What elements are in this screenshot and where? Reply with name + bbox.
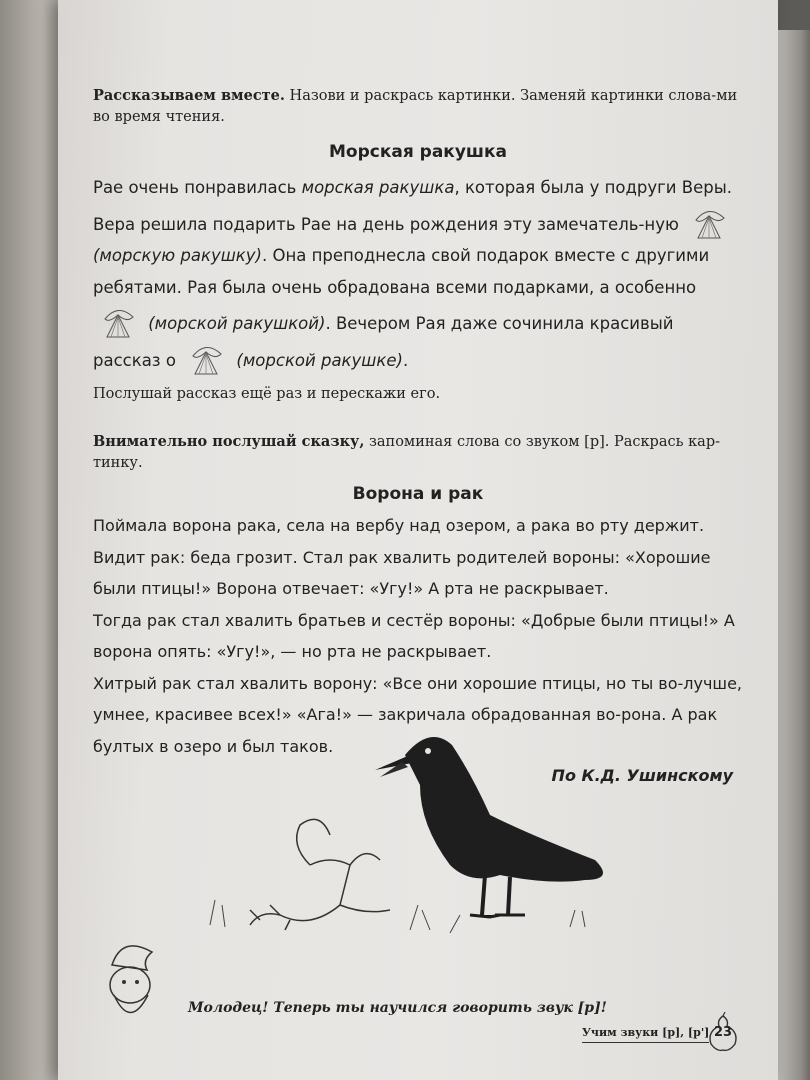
story2-title: Ворона и рак bbox=[352, 484, 484, 504]
story1-italic: (морскую ракушку) bbox=[93, 246, 262, 265]
story2-paragraph-3: Хитрый рак стал хвалить ворону: «Все они хорошие птицы, но ты во-лучше, умнее, красивее всех!» «Ага!» — закричала обрадованная во-рона. А рак бултых в озеро и был таков. bbox=[93, 673, 742, 756]
task-text-3: запоминая слова со звуком [р]. Раскрась кар-тинку. bbox=[93, 434, 721, 471]
page-number-badge bbox=[705, 1012, 741, 1052]
story2-author: По К.Д. Ушинскому bbox=[551, 766, 733, 785]
page-number: 23 bbox=[713, 1025, 733, 1040]
task-text-1: Назови и раскрась картинки. Заменяй картинки слова-ми во время чтения. bbox=[93, 88, 738, 125]
crow-illustration bbox=[375, 737, 603, 917]
story1-part: , которая была у подруги Веры. Вера решила подарить Рае на день рождения эту замечатель-ную bbox=[93, 178, 732, 234]
task-instruction-3 bbox=[93, 431, 743, 474]
crayfish-illustration bbox=[250, 819, 390, 930]
story2-paragraph-1: Поймала ворона рака, села на вербу над озером, а рака во рту держит. Видит рак: беда грозит. Стал рак хвалить родителей вороны: «Хорошие были птицы!» Ворона отвечает: «Угу!» А рта не раскрывает. bbox=[93, 516, 711, 598]
footer-section-label: Учим звуки [р], [р'] bbox=[582, 1026, 709, 1043]
story1-italic: морская ракушка bbox=[301, 178, 455, 197]
praise-text: Молодец! Теперь ты научился говорить звук [р]! bbox=[188, 1000, 607, 1016]
page-content bbox=[93, 85, 743, 785]
story1-title: Морская ракушка bbox=[328, 142, 507, 162]
story1-text bbox=[93, 172, 743, 376]
task-instruction-2: Послушай рассказ ещё раз и перескажи его. bbox=[93, 386, 441, 402]
seashell-icon bbox=[185, 340, 227, 376]
story1-part: . Вечером Рая даже сочинила красивый рассказ о bbox=[93, 314, 674, 370]
crow-and-crayfish-illustration bbox=[190, 715, 640, 945]
story1-part: Рае очень понравилась bbox=[93, 178, 302, 197]
seashell-icon bbox=[688, 204, 730, 240]
grass bbox=[210, 900, 585, 933]
story1-italic: (морской ракушке) bbox=[236, 350, 403, 370]
story1-italic: (морской ракушкой) bbox=[148, 314, 326, 333]
task-lead-3: Внимательно послушай сказку, bbox=[93, 433, 365, 450]
task-lead-1: Рассказываем вместе. bbox=[93, 87, 285, 104]
seashell-icon bbox=[97, 303, 139, 339]
story2-paragraph-2: Тогда рак стал хвалить братьев и сестёр вороны: «Добрые были птицы!» А ворона опять: «Угу!», — но рта не раскрывает. bbox=[93, 610, 735, 661]
task-instruction-1 bbox=[93, 85, 743, 128]
story1-part: . bbox=[402, 350, 409, 370]
gnome-icon bbox=[92, 940, 172, 1030]
story1-part: . Она преподнесла свой подарок вместе с другими ребятами. Рая была очень обрадована всеми подарками, а особенно bbox=[93, 246, 710, 297]
